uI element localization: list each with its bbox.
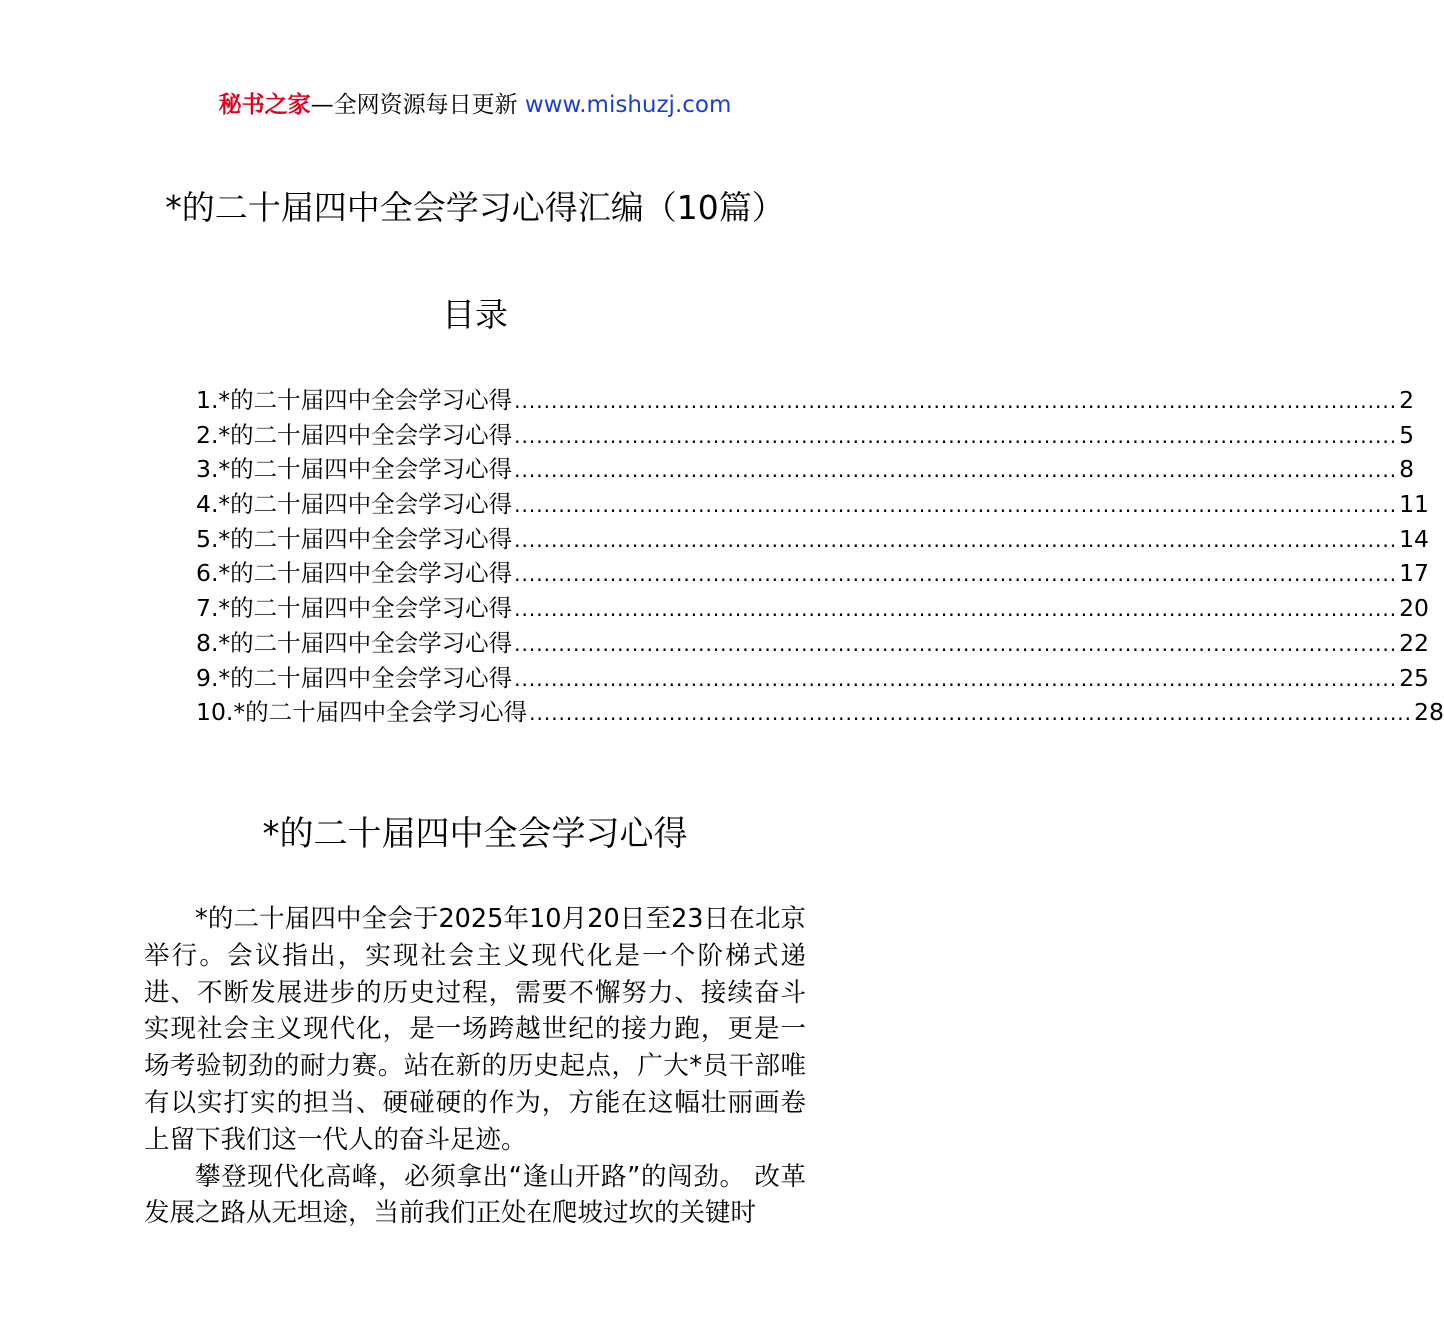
toc-entry[interactable] xyxy=(196,418,1415,453)
toc-heading: 目录 xyxy=(442,295,508,334)
toc-leader-dots: ........................................................................................................................ xyxy=(514,527,1398,552)
document-title: *的二十届四中全会学习心得汇编（10篇） xyxy=(165,188,785,227)
paragraph: *的二十届四中全会于2025年10月20日至23日在北京举行。会议指出，实现社会主义现代化是一个阶梯式递进、不断发展进步的历史过程，需要不懈努力、接续奋斗实现社会主义现代化，是一场跨越世纪的接力跑，更是一场考验韧劲的耐力赛。站在新的历史起点，广大*员干部唯有以实打实的担当、硬碰硬的作为，方能在这幅壮丽画卷上留下我们这一代人的奋斗足迹。 xyxy=(144,904,806,1155)
toc-entry-page: 2 xyxy=(1399,386,1415,414)
toc-entry-label: 8.*的二十届四中全会学习心得 xyxy=(196,628,513,657)
toc-leader-dots: ........................................................................................................................ xyxy=(514,493,1398,518)
toc-entry[interactable] xyxy=(196,626,1429,661)
toc-entry-label: 9.*的二十届四中全会学习心得 xyxy=(196,663,513,692)
toc-entry[interactable] xyxy=(196,383,1415,418)
site-header xyxy=(0,88,950,122)
toc-entry-page: 25 xyxy=(1399,663,1429,692)
toc-leader-dots: ........................................................................................................................ xyxy=(514,631,1398,656)
toc-leader-dots: ........................................................................................................................ xyxy=(514,562,1398,587)
toc-entry-page: 14 xyxy=(1399,524,1429,553)
toc-entry-label: 1.*的二十届四中全会学习心得 xyxy=(196,386,513,414)
toc-entry-page: 17 xyxy=(1399,559,1429,588)
toc-leader-dots: ........................................................................................................................ xyxy=(514,423,1398,448)
toc-entry-label: 10.*的二十届四中全会学习心得 xyxy=(196,698,528,727)
toc-entry[interactable] xyxy=(196,556,1429,591)
toc-entry-label: 3.*的二十届四中全会学习心得 xyxy=(196,455,513,484)
toc-leader-dots: ........................................................................................................................ xyxy=(514,666,1398,691)
toc-entry-label: 2.*的二十届四中全会学习心得 xyxy=(196,420,513,449)
toc-leader-dots: ........................................................................................................................ xyxy=(514,389,1398,413)
toc-entry-label: 4.*的二十届四中全会学习心得 xyxy=(196,490,513,519)
toc-entry-page: 28 xyxy=(1414,698,1444,727)
toc-entry[interactable] xyxy=(196,695,1444,730)
toc-entry[interactable] xyxy=(196,522,1429,557)
toc-leader-dots: ........................................................................................................................ xyxy=(514,458,1398,483)
toc-entry[interactable] xyxy=(196,452,1415,487)
toc-entry-page: 20 xyxy=(1399,594,1429,623)
toc-entry[interactable] xyxy=(196,487,1429,522)
paragraph: 攀登现代化高峰，必须拿出“逢山开路”的闯劲。 改革发展之路从无坦途，当前我们正处在爬坡过坎的关键时 xyxy=(144,1161,806,1229)
toc-entry-page: 22 xyxy=(1399,628,1429,657)
article-body xyxy=(144,901,806,1232)
toc-leader-dots: ........................................................................................................................ xyxy=(514,597,1398,622)
site-tagline: —全网资源每日更新 xyxy=(310,92,525,118)
toc-entry-label: 6.*的二十届四中全会学习心得 xyxy=(196,559,513,588)
site-url-link[interactable]: www.mishuzj.com xyxy=(524,92,732,118)
toc-entry-label: 5.*的二十届四中全会学习心得 xyxy=(196,524,513,553)
toc-entry-page: 8 xyxy=(1399,455,1415,484)
toc-leader-dots: ........................................................................................................................ xyxy=(529,701,1413,726)
toc-entry-label: 7.*的二十届四中全会学习心得 xyxy=(196,594,513,623)
toc-entry[interactable] xyxy=(196,591,1429,626)
site-brand: 秘书之家 xyxy=(218,92,311,118)
toc-entry[interactable] xyxy=(196,661,1429,696)
section-title: *的二十届四中全会学习心得 xyxy=(262,814,688,854)
toc-entry-page: 5 xyxy=(1399,420,1415,449)
toc-entry-page: 11 xyxy=(1399,490,1429,519)
table-of-contents xyxy=(196,383,1444,730)
